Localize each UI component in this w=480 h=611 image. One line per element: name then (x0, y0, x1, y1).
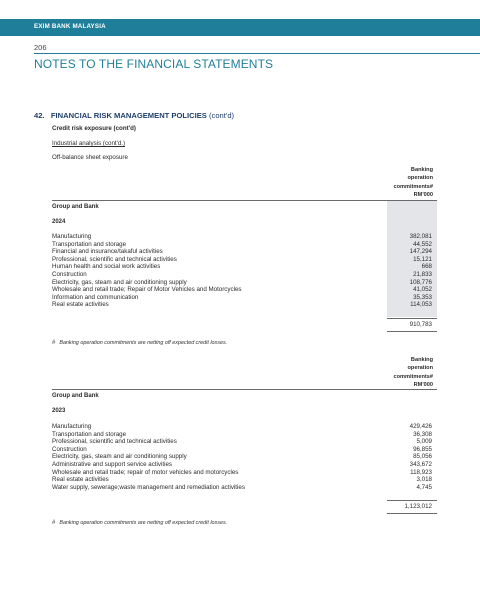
row-value: 85,056 (413, 453, 432, 461)
column-header-line: commitments# (393, 183, 433, 190)
row-value: 21,833 (413, 270, 432, 278)
column-header-line: Banking (410, 167, 433, 173)
row-name: Construction (52, 445, 87, 453)
subheading-industrial: Industrial analysis (cont'd.) (52, 140, 126, 147)
row-name: Professional, scientific and technical activities (52, 255, 177, 263)
total-rule-bottom (387, 331, 437, 332)
company-name: EXIM BANK MALAYSIA (34, 23, 106, 30)
row-value: 5,009 (416, 438, 432, 446)
row-value: 41,052 (413, 286, 432, 294)
total-rule-top (387, 318, 437, 319)
row-value: 114,053 (410, 301, 432, 309)
table-row (52, 286, 432, 294)
row-name: Financial and insurance/takaful activities (52, 248, 163, 256)
table-2024-rows (52, 233, 432, 309)
table-total: 910,783 (409, 321, 432, 328)
year-label: 2023 (52, 408, 66, 414)
footnote-text: Banking operation commitments are netting off expected credit losses. (59, 340, 228, 346)
table-row (52, 469, 432, 477)
row-value: 382,081 (409, 233, 432, 240)
row-name: Construction (52, 270, 87, 278)
row-value: 96,855 (413, 445, 432, 453)
total-rule-top (387, 500, 437, 501)
section-name: FINANCIAL RISK MANAGEMENT POLICIES (50, 111, 207, 120)
table-row (52, 263, 432, 271)
row-value: 3,018 (416, 476, 432, 484)
row-value: 108,776 (409, 278, 432, 286)
footnote (52, 340, 227, 346)
row-name: Transportation and storage (52, 430, 127, 438)
table-total: 1,123,012 (404, 503, 432, 510)
group-label: Group and Bank (52, 204, 99, 210)
row-value: 668 (421, 263, 432, 271)
year-label: 2024 (52, 219, 66, 225)
row-name: Real estate activities (52, 301, 109, 309)
page-number: 206 (34, 43, 47, 52)
row-value: 147,294 (409, 248, 432, 256)
table-row (52, 241, 432, 249)
group-label: Group and Bank (52, 393, 99, 399)
column-header-line: operation (407, 365, 433, 372)
table-2023-rows (52, 423, 432, 491)
table-divider (52, 389, 437, 390)
table-row (52, 446, 432, 454)
table-row (52, 461, 432, 469)
column-header-line: RM'000 (413, 382, 433, 389)
footnote-marker: # (52, 520, 56, 526)
row-value: 15,121 (413, 255, 432, 263)
footnote (52, 520, 227, 526)
column-header-line: Banking (410, 357, 433, 363)
row-value: 4,745 (416, 483, 432, 491)
section-number: 42. (34, 111, 45, 120)
column-header-2024 (370, 166, 433, 200)
table-row (52, 301, 432, 309)
subheading-off-balance: Off-balance sheet exposure (52, 154, 128, 161)
table-row (52, 453, 432, 461)
table-row (52, 431, 432, 439)
row-value: 343,672 (409, 460, 432, 468)
row-value: 118,923 (410, 468, 432, 476)
row-name: Real estate activities (52, 476, 109, 484)
column-header-line: RM'000 (413, 192, 433, 199)
row-value: 44,552 (413, 240, 432, 248)
row-name: Manufacturing (52, 423, 92, 430)
table-row (52, 423, 432, 431)
page-title: NOTES TO THE FINANCIAL STATEMENTS (34, 57, 274, 71)
header-divider (34, 53, 480, 54)
section-cont: (cont'd) (209, 111, 235, 120)
column-header-line: commitments# (393, 373, 433, 380)
table-row (52, 279, 432, 287)
subheading-credit-risk: Credit risk exposure (cont'd) (52, 125, 136, 132)
row-name: Manufacturing (52, 233, 92, 240)
row-name: Human health and social work activities (52, 263, 161, 271)
table-row (52, 438, 432, 446)
table-row (52, 233, 432, 241)
row-name: Information and communication (52, 293, 139, 301)
table-row (52, 476, 432, 484)
table-row (52, 256, 432, 264)
column-header-2023 (370, 356, 433, 390)
row-name: Electricity, gas, steam and air conditioning supply (52, 278, 187, 286)
footnote-marker: # (52, 340, 56, 346)
row-name: Wholesale and retail trade; Repair of Motor Vehicles and Motorcycles (52, 286, 242, 294)
row-name: Electricity, gas, steam and air conditioning supply (52, 453, 187, 461)
table-divider (52, 200, 437, 201)
row-name: Administrative and support service activities (52, 460, 173, 468)
footnote-text: Banking operation commitments are netting off expected credit losses. (59, 520, 228, 526)
table-row (52, 294, 432, 302)
row-value: 429,426 (409, 423, 432, 430)
row-value: 36,308 (413, 430, 432, 438)
row-name: Wholesale and retail trade; repair of motor vehicles and motorcycles (52, 468, 239, 476)
section-title (34, 111, 234, 120)
row-name: Water supply, sewerage;waste management and remediation activities (52, 483, 245, 491)
row-name: Professional, scientific and technical activities (52, 438, 177, 446)
table-row (52, 248, 432, 256)
total-rule-bottom (387, 513, 437, 514)
table-row (52, 271, 432, 279)
column-header-line: operation (407, 175, 433, 182)
row-name: Transportation and storage (52, 240, 127, 248)
row-value: 35,353 (413, 293, 432, 301)
table-row (52, 484, 432, 492)
header-bar (0, 19, 480, 36)
